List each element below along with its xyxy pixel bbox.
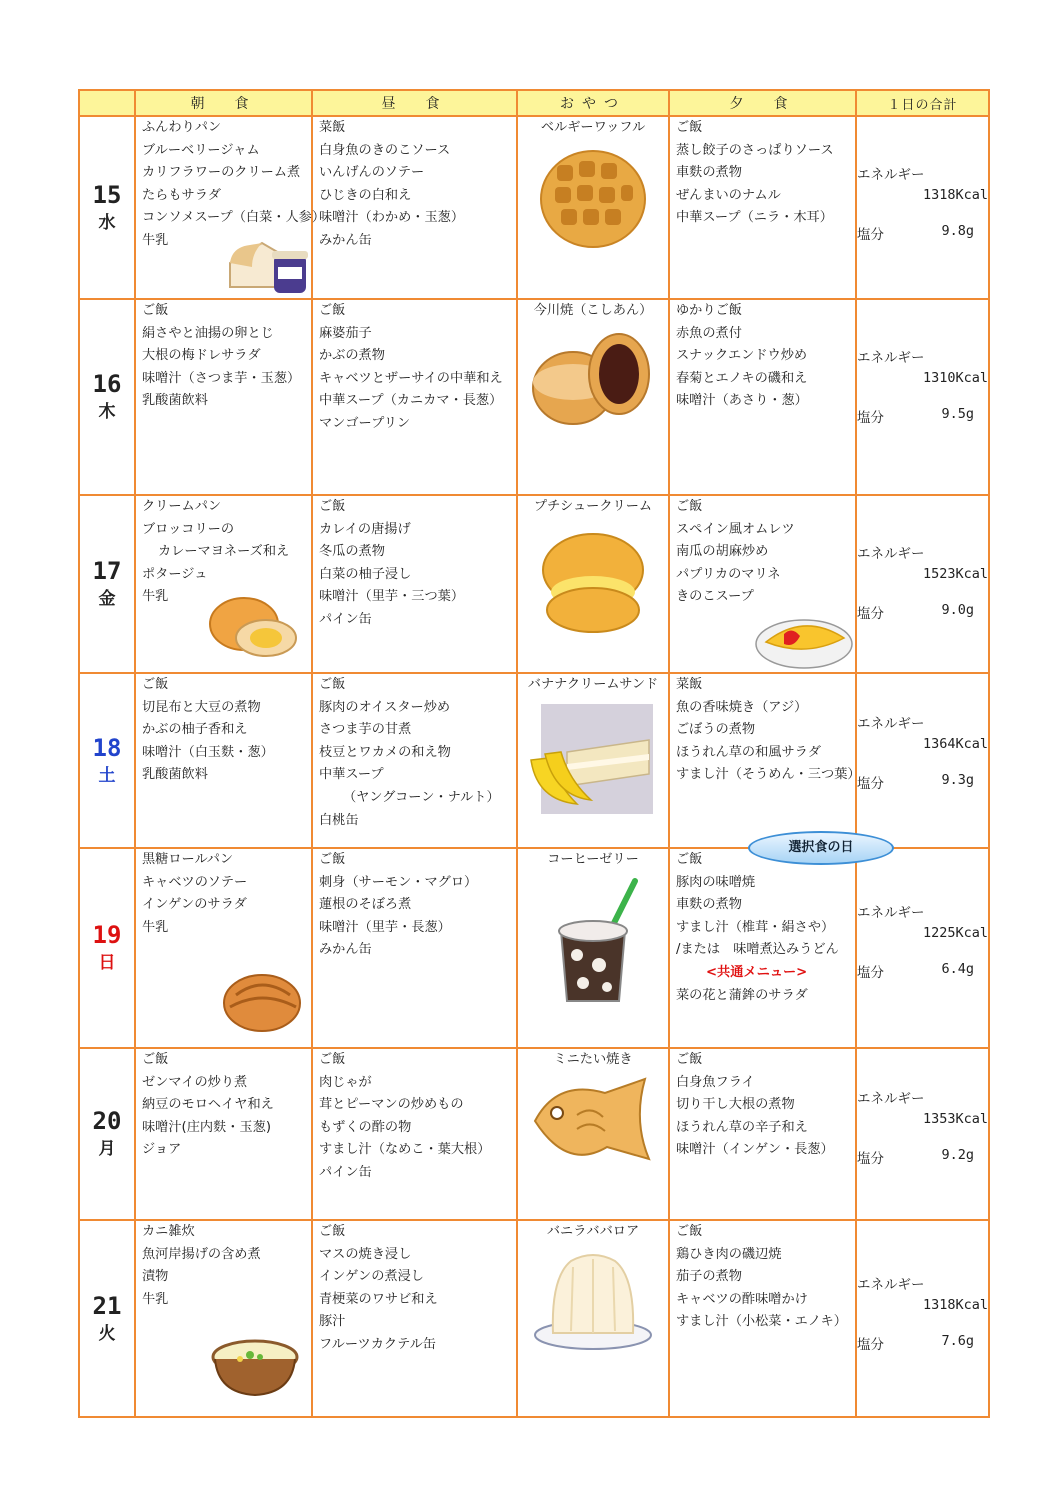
menu-item: 蒸し餃子のさっぱりソース — [676, 142, 834, 158]
menu-item: インゲンの煮浸し — [319, 1269, 424, 1285]
menu-item: 牛乳 — [142, 232, 169, 248]
salt-value: 9.2g — [941, 1147, 974, 1163]
taiyaki-illustration — [527, 1075, 659, 1171]
menu-item: ぜんまいのナムル — [676, 187, 781, 203]
day-of-week: 金 — [98, 589, 116, 609]
day-of-week: 月 — [98, 1139, 116, 1159]
menu-item: ひじきの白和え — [319, 187, 412, 203]
menu-item: いんげんのソテー — [319, 165, 425, 181]
dinner-list — [670, 1221, 855, 1334]
menu-item: ご飯 — [676, 852, 703, 867]
cream-puff-illustration — [537, 522, 649, 638]
menu-item: 車麩の煮物 — [676, 165, 742, 181]
menu-item: 納豆のモロヘイヤ和え — [142, 1097, 274, 1113]
day-number: 20 — [92, 1107, 122, 1135]
day-cell — [79, 299, 135, 495]
menu-item: ご飯 — [319, 677, 346, 692]
snack-cell — [517, 299, 669, 495]
menu-item: 味噌汁（インゲン・長葱） — [676, 1142, 834, 1158]
snack-cell — [517, 116, 669, 299]
menu-item: 味噌汁（里芋・長葱） — [319, 919, 451, 935]
snack-name: ベルギーワッフル — [540, 120, 646, 135]
day-row-16 — [79, 299, 989, 495]
menu-item: 中華スープ — [319, 767, 384, 783]
menu-item: ご飯 — [142, 303, 169, 318]
day-row-19 — [79, 848, 989, 1048]
lunch-cell — [312, 495, 517, 673]
menu-item: ジョア — [142, 1142, 182, 1158]
menu-item: 豚汁 — [319, 1314, 346, 1330]
menu-item: 茸とピーマンの炒めもの — [319, 1097, 464, 1113]
salt-row — [857, 602, 988, 622]
energy-value: 1310Kcal — [922, 370, 988, 386]
salt-row — [857, 223, 988, 243]
dinner-list — [670, 300, 855, 413]
salt-row — [857, 772, 988, 792]
lunch-list — [313, 300, 516, 436]
lunch-cell — [312, 848, 517, 1048]
menu-item: ご飯 — [319, 1224, 346, 1239]
banana-sandwich-illustration — [527, 700, 659, 816]
snack-name: コーヒーゼリー — [547, 852, 639, 867]
salt-row — [857, 1333, 988, 1353]
salt-value: 9.5g — [941, 406, 974, 422]
menu-item: 白菜の柚子浸し — [319, 566, 412, 582]
menu-item: カリフラワーのクリーム煮 — [142, 165, 301, 181]
menu-item: 豚肉の味噌焼 — [676, 874, 756, 890]
energy-value: 1364Kcal — [922, 736, 988, 752]
energy-value: 1318Kcal — [922, 187, 988, 203]
energy-label: エネルギー — [857, 905, 925, 921]
salt-label: 塩分 — [857, 606, 884, 622]
menu-item: もずくの酢の物 — [319, 1119, 412, 1135]
salt-row — [857, 406, 988, 426]
snack-name: プチシュークリーム — [533, 499, 653, 514]
menu-item: 春菊とエノキの磯和え — [676, 370, 808, 386]
menu-item: コンソメスープ（白菜・人参） — [142, 210, 326, 226]
menu-item: 白身魚のきのこソース — [319, 142, 451, 158]
lunch-list — [313, 117, 516, 253]
menu-item: 牛乳 — [142, 919, 169, 935]
snack-name: バニラババロア — [546, 1224, 640, 1239]
menu-item: 車麩の煮物 — [676, 897, 742, 913]
menu-item: ご飯 — [142, 677, 169, 692]
dinner-list — [670, 1049, 855, 1162]
dinner-cell — [669, 299, 856, 495]
menu-item: 牛乳 — [142, 1291, 169, 1307]
salt-label: 塩分 — [857, 965, 884, 981]
breakfast-cell — [135, 299, 312, 495]
menu-item: 白桃缶 — [319, 812, 359, 828]
bread-jam-illustration — [222, 223, 310, 295]
day-of-week: 木 — [98, 402, 116, 422]
dinner-cell — [669, 1048, 856, 1220]
energy-label: エネルギー — [857, 546, 925, 562]
menu-item: 豚肉のオイスター炒め — [319, 699, 451, 715]
day-of-week: 水 — [98, 212, 116, 233]
breakfast-cell — [135, 495, 312, 673]
menu-item: カレイの唐揚げ — [319, 521, 411, 537]
menu-item: ご飯 — [676, 1224, 703, 1239]
menu-item: 切り干し大根の煮物 — [676, 1097, 795, 1113]
menu-item: キャベツのソテー — [142, 874, 248, 890]
menu-item: 味噌汁(庄内麩・玉葱) — [142, 1119, 271, 1135]
menu-item: 味噌汁（わかめ・玉葱） — [319, 210, 465, 226]
salt-row — [857, 1147, 988, 1167]
menu-item: みかん缶 — [319, 232, 372, 248]
energy-label: エネルギー — [857, 167, 925, 183]
day-row-21 — [79, 1220, 989, 1417]
menu-item: ご飯 — [319, 499, 346, 514]
menu-item: ブルーベリージャム — [142, 142, 260, 158]
salt-value: 9.8g — [941, 223, 974, 239]
menu-item: キャベツの酢味噌かけ — [676, 1291, 808, 1307]
menu-item: キャベツとザーサイの中華和え — [319, 370, 503, 386]
menu-item: 中華スープ（ニラ・木耳） — [676, 210, 833, 226]
breakfast-list — [136, 300, 311, 413]
lunch-cell — [312, 299, 517, 495]
menu-item: 青梗菜のワサビ和え — [319, 1291, 438, 1307]
day-row-17 — [79, 495, 989, 673]
menu-item: ご飯 — [319, 852, 346, 867]
menu-item: （ヤングコーン・ナルト） — [343, 789, 500, 805]
energy-label: エネルギー — [857, 1277, 925, 1293]
daily-total-cell — [856, 495, 989, 673]
day-cell — [79, 495, 135, 673]
header-row — [79, 90, 989, 116]
day-number: 21 — [92, 1291, 122, 1320]
dinner-cell — [669, 673, 861, 848]
imagawayaki-illustration — [527, 326, 659, 430]
salt-value: 9.0g — [941, 602, 974, 618]
menu-item: 味噌汁（あさり・葱） — [676, 393, 808, 409]
menu-item: 菜飯 — [676, 677, 703, 692]
daily-total-cell — [856, 1220, 989, 1417]
dinner-cell — [669, 116, 856, 299]
day-number: 17 — [92, 557, 122, 585]
snack-cell — [517, 673, 669, 848]
energy-value: 1353Kcal — [922, 1111, 988, 1127]
energy-value: 1318Kcal — [922, 1297, 988, 1313]
menu-item: スペイン風オムレツ — [676, 521, 795, 537]
snack-cell — [517, 495, 669, 673]
day-cell — [79, 848, 135, 1048]
day-row-20 — [79, 1048, 989, 1220]
header-lunch: 昼 食 — [312, 90, 517, 116]
cream-bun-illustration — [206, 588, 302, 660]
breakfast-list — [136, 1049, 311, 1162]
breakfast-list — [136, 674, 311, 787]
header-corner — [79, 90, 135, 116]
daily-total-cell — [856, 848, 989, 1048]
menu-item: 味噌汁（里芋・三つ葉） — [319, 589, 465, 605]
dinner-list — [670, 849, 855, 1007]
coffee-jelly-illustration — [537, 875, 649, 1007]
menu-item: ご飯 — [676, 120, 703, 135]
menu-item: ゆかりご飯 — [676, 303, 742, 318]
menu-item: ゼンマイの炒り煮 — [142, 1074, 248, 1090]
waffle-illustration — [537, 143, 649, 251]
menu-item: 乳酸菌飲料 — [142, 393, 208, 409]
menu-item: すまし汁（そうめん・三つ葉） — [676, 767, 861, 783]
menu-item: /または 味噌煮込みうどん — [676, 942, 839, 958]
menu-item: 魚の香味焼き（アジ） — [676, 699, 808, 715]
day-cell — [79, 673, 135, 848]
salt-label: 塩分 — [857, 227, 884, 243]
menu-item: 切昆布と大豆の煮物 — [142, 699, 261, 715]
lunch-cell — [312, 116, 517, 299]
menu-item: 魚河岸揚げの含め煮 — [142, 1246, 261, 1262]
menu-item: 麻婆茄子 — [319, 325, 372, 341]
bavarois-illustration — [531, 1247, 655, 1351]
salt-label: 塩分 — [857, 776, 884, 792]
energy-label: エネルギー — [857, 716, 925, 732]
selection-day-badge: 選択食の日 — [748, 831, 894, 865]
menu-item: 肉じゃが — [319, 1074, 372, 1090]
salt-label: 塩分 — [857, 410, 884, 426]
breakfast-cell — [135, 848, 312, 1048]
breakfast-cell — [135, 1220, 312, 1417]
day-cell — [79, 1220, 135, 1417]
menu-item: ご飯 — [676, 1052, 703, 1067]
menu-item: マスの焼き浸し — [319, 1246, 412, 1262]
day-of-week: 土 — [98, 765, 116, 786]
lunch-cell — [312, 1220, 517, 1417]
menu-item: 冬瓜の煮物 — [319, 544, 385, 560]
menu-item: インゲンのサラダ — [142, 897, 247, 913]
menu-item: 茄子の煮物 — [676, 1269, 742, 1285]
breakfast-cell — [135, 673, 312, 848]
salt-label: 塩分 — [857, 1151, 884, 1167]
salt-row — [857, 961, 988, 981]
menu-item: すまし汁（椎茸・絹さや） — [676, 919, 835, 935]
energy-label: エネルギー — [857, 350, 925, 366]
breakfast-list — [136, 1221, 311, 1311]
energy-value: 1523Kcal — [922, 566, 988, 582]
menu-item: 刺身（サーモン・マグロ） — [319, 874, 478, 890]
day-of-week: 日 — [98, 953, 116, 973]
header-daily-total: １日の合計 — [856, 90, 989, 116]
common-menu-label: <共通メニュー> — [706, 964, 808, 980]
menu-item: ほうれん草の和風サラダ — [676, 744, 821, 760]
salt-label: 塩分 — [857, 1337, 884, 1353]
lunch-list — [313, 1049, 516, 1185]
menu-item: パイン缶 — [319, 611, 372, 627]
salt-value: 9.3g — [941, 772, 974, 788]
lunch-list — [313, 1221, 516, 1357]
menu-item: カニ雑炊 — [142, 1224, 195, 1239]
menu-item: パプリカのマリネ — [676, 566, 781, 582]
menu-item: 南瓜の胡麻炒め — [676, 544, 769, 560]
salt-value: 6.4g — [941, 961, 974, 977]
snack-cell — [517, 1220, 669, 1417]
salt-value: 7.6g — [941, 1333, 974, 1349]
menu-item: かぶの煮物 — [319, 348, 385, 364]
menu-item: 蓮根のそぼろ煮 — [319, 897, 412, 913]
lunch-cell — [312, 1048, 517, 1220]
menu-item: カレーマヨネーズ和え — [158, 544, 290, 560]
breakfast-cell — [135, 1048, 312, 1220]
lunch-list — [313, 849, 516, 962]
menu-item: 漬物 — [142, 1269, 169, 1285]
snack-cell — [517, 1048, 669, 1220]
breakfast-cell — [135, 116, 326, 299]
menu-item: きのこスープ — [676, 589, 754, 605]
menu-item: ブロッコリーの — [142, 521, 235, 537]
menu-item: ごぼうの煮物 — [676, 722, 756, 738]
menu-item: ふんわりパン — [142, 120, 222, 135]
snack-name: ミニたい焼き — [553, 1052, 633, 1067]
header-snack: おやつ — [517, 90, 669, 116]
menu-item: マンゴープリン — [319, 415, 411, 431]
menu-item: スナックエンドウ炒め — [676, 348, 808, 364]
day-row-18 — [79, 673, 989, 848]
menu-item: 大根の梅ドレサラダ — [142, 348, 261, 364]
menu-item: 中華スープ（カニカマ・長葱） — [319, 393, 503, 409]
day-cell — [79, 1048, 135, 1220]
menu-item: 黒糖ロールパン — [142, 852, 234, 867]
menu-item: 白身魚フライ — [676, 1074, 755, 1090]
day-cell — [79, 116, 135, 299]
menu-item: パイン缶 — [319, 1164, 372, 1180]
menu-item: ポタージュ — [142, 566, 208, 582]
menu-item: 鶏ひき肉の磯辺焼 — [676, 1246, 782, 1262]
header-dinner: 夕 食 — [669, 90, 856, 116]
menu-item: クリームパン — [142, 499, 222, 514]
snack-cell — [517, 848, 669, 1048]
day-number: 18 — [92, 733, 122, 762]
day-of-week: 火 — [98, 1323, 116, 1344]
rice-porridge-illustration — [210, 1335, 300, 1399]
menu-item: 牛乳 — [142, 589, 169, 605]
menu-item: ご飯 — [142, 1052, 169, 1067]
roll-bread-illustration — [220, 965, 304, 1037]
menu-item: ほうれん草の辛子和え — [676, 1119, 808, 1135]
daily-total-cell — [856, 1048, 989, 1220]
dinner-list — [670, 117, 855, 230]
menu-item: ご飯 — [319, 303, 346, 318]
menu-item: ご飯 — [676, 499, 703, 514]
menu-item: 枝豆とワカメの和え物 — [319, 744, 451, 760]
lunch-list — [313, 674, 516, 832]
lunch-list — [313, 496, 516, 632]
lunch-cell — [312, 673, 517, 848]
day-number: 19 — [92, 921, 122, 949]
menu-item: 味噌汁（さつま芋・玉葱） — [142, 370, 301, 386]
menu-item: たらもサラダ — [142, 187, 221, 203]
weekly-menu-table — [78, 89, 990, 1418]
daily-total-cell — [856, 299, 989, 495]
day-number: 16 — [92, 370, 122, 398]
snack-name: バナナクリームサンド — [527, 677, 659, 692]
menu-item: 乳酸菌飲料 — [142, 767, 208, 783]
menu-item: ご飯 — [319, 1052, 346, 1067]
dinner-list — [670, 674, 861, 787]
menu-item: 菜の花と蒲鉾のサラダ — [676, 987, 808, 1003]
omelette-illustration — [754, 608, 854, 670]
dinner-cell — [669, 495, 856, 673]
menu-item: すまし汁（なめこ・葉大根） — [319, 1142, 491, 1158]
menu-item: フルーツカクテル缶 — [319, 1336, 436, 1352]
menu-item: 味噌汁（白玉麩・葱） — [142, 744, 274, 760]
breakfast-list — [136, 849, 311, 939]
dinner-cell — [669, 848, 856, 1048]
menu-item: 赤魚の煮付 — [676, 325, 742, 341]
menu-item: すまし汁（小松菜・エノキ） — [676, 1314, 847, 1330]
header-breakfast: 朝 食 — [135, 90, 312, 116]
energy-label: エネルギー — [857, 1091, 925, 1107]
menu-item: かぶの柚子香和え — [142, 722, 248, 738]
daily-total-cell — [856, 673, 989, 848]
dinner-list — [670, 496, 855, 609]
menu-item: 菜飯 — [319, 120, 346, 135]
daily-total-cell — [856, 116, 989, 299]
snack-name: 今川焼（こしあん） — [533, 303, 653, 318]
menu-item: 絹さやと油揚の卵とじ — [142, 325, 274, 341]
day-row-15 — [79, 116, 989, 299]
energy-value: 1225Kcal — [922, 925, 988, 941]
dinner-cell — [669, 1220, 856, 1417]
day-number: 15 — [92, 180, 122, 209]
menu-item: みかん缶 — [319, 942, 372, 958]
menu-item: さつま芋の甘煮 — [319, 722, 412, 738]
